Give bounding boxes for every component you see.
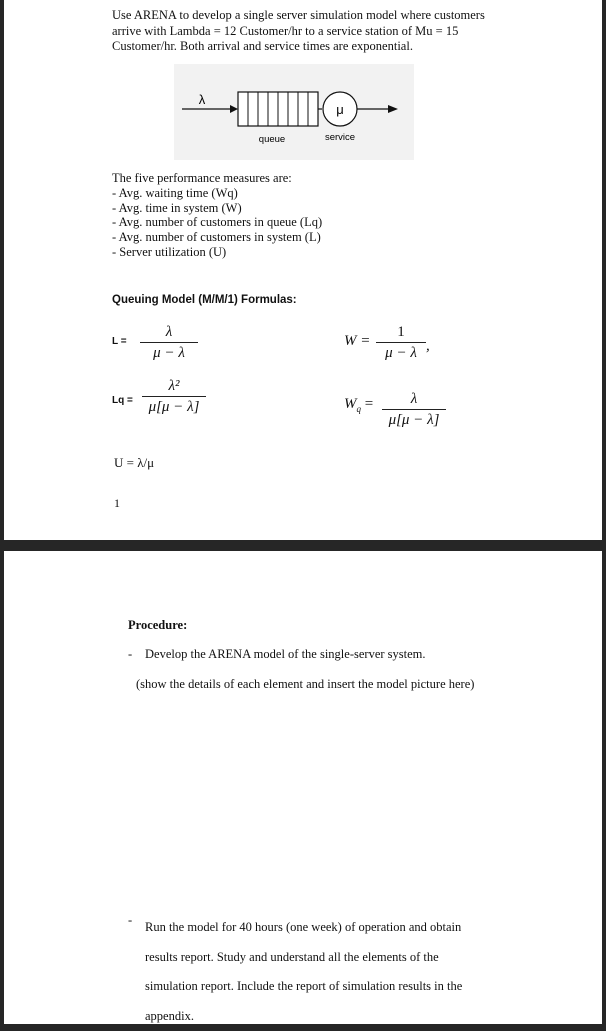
fraction-bar: [140, 342, 198, 343]
procedure-step-2-line: results report. Study and understand all the elements of the: [145, 943, 462, 973]
performance-item: - Avg. waiting time (Wq): [112, 186, 322, 201]
procedure-step-1: Develop the ARENA model of the single-server system.: [145, 647, 426, 662]
formula-Lq-denominator: μ[μ − λ]: [142, 398, 206, 416]
fraction-bar: [382, 409, 446, 410]
performance-item: - Server utilization (U): [112, 245, 322, 260]
formulas-title: Queuing Model (M/M/1) Formulas:: [112, 294, 297, 306]
performance-item: - Avg. number of customers in queue (Lq): [112, 215, 322, 230]
mu-label: μ: [336, 102, 344, 117]
formula-W-fraction: [376, 323, 426, 362]
procedure-step-2-line: Run the model for 40 hours (one week) of operation and obtain: [145, 913, 462, 943]
procedure-step-2-line: simulation report. Include the report of simulation results in the: [145, 972, 462, 1002]
document-page-2: [4, 551, 602, 1024]
formula-L-fraction: [140, 323, 198, 362]
lambda-label: λ: [199, 92, 206, 107]
queue-label: queue: [259, 134, 285, 145]
formula-L-denominator: μ − λ: [140, 344, 198, 362]
problem-statement: Use ARENA to develop a single server simulation model where customers arrive with Lambda = 12 Customer/hr to a service station of Mu = 15 Customer/hr. Both arrival and service times are exponential.: [112, 8, 502, 55]
formula-W-numerator: 1: [376, 323, 426, 341]
service-label: service: [325, 132, 355, 143]
formula-W-lhs: W =: [344, 333, 370, 350]
formula-Wq-numerator: λ: [382, 390, 446, 408]
formula-Wq-denominator: μ[μ − λ]: [382, 411, 446, 429]
queue-buffer: [238, 92, 318, 126]
formula-U: U = λ/μ: [114, 455, 154, 471]
performance-item: - Avg. time in system (W): [112, 201, 322, 216]
queue-diagram: [174, 64, 414, 160]
formula-Wq-subscript: q: [357, 404, 362, 414]
list-dash: -: [128, 647, 132, 662]
procedure-step-1-note: (show the details of each element and insert the model picture here): [136, 677, 474, 692]
formula-Wq-equals: =: [365, 396, 373, 412]
formula-Lq-fraction: [142, 377, 206, 416]
formula-Lq-label: Lq =: [112, 395, 133, 406]
formula-Lq-numerator: λ²: [142, 377, 206, 395]
formula-L-numerator: λ: [140, 323, 198, 341]
procedure-step-2-line: appendix.: [145, 1002, 462, 1031]
page-number: 1: [114, 496, 120, 511]
list-dash: -: [128, 913, 132, 928]
fraction-bar: [376, 342, 426, 343]
fraction-bar: [142, 396, 206, 397]
formula-Wq-lhs: [344, 396, 373, 414]
procedure-step-2: [145, 913, 462, 1031]
document-page-1: [4, 0, 602, 540]
formula-W-comma: ,: [426, 338, 430, 355]
formula-L-label: L =: [112, 336, 127, 347]
formula-Wq-symbol: W: [344, 396, 357, 412]
performance-item: - Avg. number of customers in system (L): [112, 230, 322, 245]
performance-measures: [112, 171, 322, 260]
performance-intro: The five performance measures are:: [112, 171, 322, 186]
procedure-title: Procedure:: [128, 618, 187, 633]
formula-Wq-fraction: [382, 390, 446, 429]
formula-W-denominator: μ − λ: [376, 344, 426, 362]
